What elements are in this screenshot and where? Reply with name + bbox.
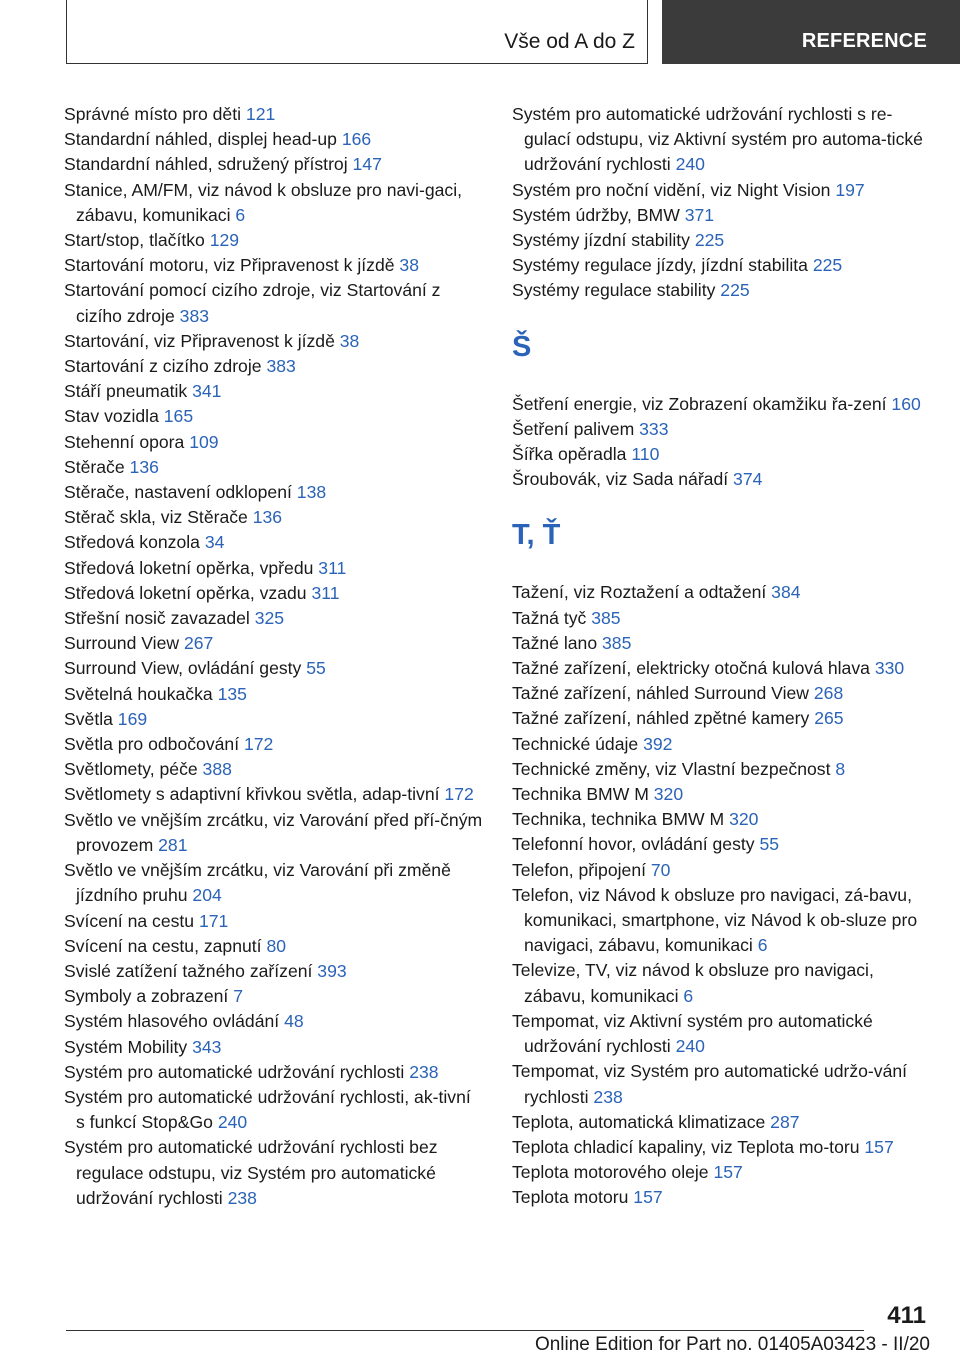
page-reference-link[interactable]: 166 <box>341 129 372 150</box>
index-entry <box>512 883 932 959</box>
page-reference-link[interactable]: 343 <box>192 1036 222 1057</box>
index-entry <box>64 178 484 228</box>
index-entry <box>64 707 484 732</box>
index-entry <box>512 832 932 857</box>
footer-edition: Online Edition for Part no. 01405A03423 - II/20 <box>534 1334 930 1355</box>
page-reference-link[interactable]: 6 <box>757 935 768 956</box>
page-reference-link[interactable]: 48 <box>284 1011 304 1032</box>
page-reference-link[interactable]: 240 <box>675 1036 705 1057</box>
page-reference-link[interactable]: 7 <box>233 986 243 1007</box>
index-entry <box>512 442 932 467</box>
page-reference-link[interactable]: 268 <box>813 683 844 704</box>
entry-text: Systém Mobility <box>64 1036 188 1057</box>
entry-text: Stěrače <box>64 456 125 477</box>
index-entry <box>512 278 932 303</box>
index-entry <box>64 480 484 505</box>
index-entry <box>64 354 484 379</box>
entry-text: Středová konzola <box>64 532 200 553</box>
page-reference-link[interactable]: 55 <box>306 658 326 679</box>
index-entry <box>64 530 484 555</box>
index-entry <box>512 1135 932 1160</box>
index-entry <box>512 580 932 605</box>
page-reference-link[interactable]: 225 <box>694 230 725 251</box>
page-reference-link[interactable]: 129 <box>209 230 240 251</box>
page-reference-link[interactable]: 371 <box>684 204 715 225</box>
index-entry <box>64 858 484 908</box>
index-entry <box>512 1185 932 1210</box>
index-entry <box>64 959 484 984</box>
entry-text: Systém hlasového ovládání <box>64 1011 280 1032</box>
entry-text: Stav vozidla <box>64 406 159 427</box>
page-reference-link[interactable]: 240 <box>675 154 705 175</box>
page-reference-link[interactable]: 55 <box>759 834 780 855</box>
index-entry <box>64 1009 484 1034</box>
entry-text: Teplota chladicí kapaliny, viz Teplota mo-toru <box>512 1136 860 1157</box>
entry-text: Teplota, automatická klimatizace <box>512 1111 766 1132</box>
page-reference-link[interactable]: 169 <box>117 708 148 729</box>
entry-text: Surround View <box>64 633 180 654</box>
index-entry <box>512 732 932 757</box>
entry-text: Telefon, viz Návod k obsluze pro navigaci, zá-bavu, komunikaci, smartphone, viz Návod k ob-sluze pro navigaci, zábavu, komunikaci <box>512 884 918 956</box>
entry-text: Startování, viz Připravenost k jízdě <box>64 330 335 351</box>
index-entry <box>512 958 932 1008</box>
index-entry <box>64 782 484 807</box>
entry-text: Svícení na cestu, zapnutí <box>64 935 262 956</box>
page-reference-link[interactable]: 330 <box>874 658 905 679</box>
page-reference-link[interactable]: 225 <box>812 255 843 276</box>
index-entry <box>64 127 484 152</box>
index-entry <box>64 430 484 455</box>
entry-list-s <box>512 102 932 304</box>
page-reference-link[interactable]: 320 <box>653 784 684 805</box>
entry-list-t <box>512 580 932 1210</box>
page-reference-link[interactable]: 204 <box>192 885 222 906</box>
entry-text: Tažná tyč <box>512 607 587 628</box>
entry-text: Standardní náhled, displej head-up <box>64 129 337 150</box>
entry-text: Stěrač skla, viz Stěrače <box>64 507 248 528</box>
entry-text: Stehenní opora <box>64 431 185 452</box>
index-entry <box>64 228 484 253</box>
index-entry <box>512 228 932 253</box>
entry-text: Šetření energie, viz Zobrazení okamžiku řa-zení <box>512 393 887 414</box>
reference-tab[interactable] <box>662 0 960 64</box>
page-reference-link[interactable]: 121 <box>245 104 276 124</box>
index-entry <box>512 631 932 656</box>
page-reference-link[interactable]: 393 <box>317 960 347 981</box>
section-title: Vše od A do Z <box>504 30 635 53</box>
page-reference-link[interactable]: 383 <box>266 356 296 377</box>
index-entry <box>512 467 932 492</box>
entry-text: Systém pro automatické udržování rychlosti s re-gulací odstupu, viz Aktivní systém pro automa-tické udržování rychlosti <box>512 104 923 175</box>
entry-text: Systém pro automatické udržování rychlosti bez regulace odstupu, viz Systém pro automatické udržování rychlosti <box>64 1137 438 1208</box>
page-reference-link[interactable]: 157 <box>713 1162 743 1183</box>
index-column-right <box>512 102 932 1211</box>
index-entry <box>64 329 484 354</box>
index-entry <box>512 1110 932 1135</box>
entry-text: Telefon, připojení <box>512 859 646 880</box>
index-entry <box>512 757 932 782</box>
page-reference-link[interactable]: 80 <box>266 935 287 956</box>
entry-text: Systémy jízdní stability <box>512 230 690 251</box>
index-entry <box>512 203 932 228</box>
page-reference-link[interactable]: 392 <box>643 733 673 754</box>
entry-text: Středová loketní opěrka, vpředu <box>64 557 314 578</box>
index-entry <box>512 1059 932 1109</box>
index-entry <box>512 681 932 706</box>
page-reference-link[interactable]: 265 <box>814 708 844 729</box>
entry-text: Telefonní hovor, ovládání gesty <box>512 834 755 855</box>
index-entry <box>64 656 484 681</box>
page-reference-link[interactable]: 333 <box>639 418 669 439</box>
entry-text: Stěrače, nastavení odklopení <box>64 482 292 503</box>
header-section-box <box>66 0 648 64</box>
page-reference-link[interactable]: 6 <box>235 204 246 225</box>
entry-text: Technické údaje <box>512 733 639 754</box>
page-reference-link[interactable]: 384 <box>771 582 801 603</box>
entry-text: Televize, TV, viz návod k obsluze pro navigaci, zábavu, komunikaci <box>512 960 874 1006</box>
page-reference-link[interactable]: 70 <box>650 859 671 880</box>
index-entry <box>64 102 484 127</box>
page-reference-link[interactable]: 6 <box>683 985 694 1006</box>
index-entry <box>512 253 932 278</box>
entry-text: Tempomat, viz Aktivní systém pro automatické udržování rychlosti <box>512 1010 873 1057</box>
index-entry <box>64 934 484 959</box>
page-reference-link[interactable]: 341 <box>192 381 222 402</box>
entry-text: Tažné zařízení, náhled Surround View <box>512 683 809 704</box>
entry-text: Světlomety, péče <box>64 759 198 780</box>
page-reference-link[interactable]: 240 <box>217 1112 248 1133</box>
index-entry <box>512 606 932 631</box>
entry-text: Svícení na cestu <box>64 910 195 931</box>
page-reference-link[interactable]: 267 <box>183 633 214 654</box>
entry-text: Světla <box>64 708 113 729</box>
page-reference-link[interactable]: 34 <box>204 532 225 553</box>
entry-text: Systém údržby, BMW <box>512 204 680 225</box>
index-entry <box>512 178 932 203</box>
index-entry <box>64 253 484 278</box>
page-reference-link[interactable]: 238 <box>227 1187 257 1208</box>
page-reference-link[interactable]: 138 <box>296 482 327 503</box>
page-reference-link[interactable]: 385 <box>591 607 621 628</box>
entry-text: Šroubovák, viz Sada nářadí <box>512 469 729 490</box>
index-entry <box>64 455 484 480</box>
entry-text: Střešní nosič zavazadel <box>64 608 250 629</box>
entry-text: Systémy regulace jízdy, jízdní stabilita <box>512 255 808 276</box>
entry-text: Svislé zatížení tažného zařízení <box>64 960 313 981</box>
entry-list-sh <box>512 392 932 493</box>
page-reference-link[interactable]: 388 <box>202 759 232 780</box>
index-entry <box>64 152 484 177</box>
entry-text: Systém pro noční vidění, viz Night Vision <box>512 179 831 200</box>
entry-text: Systém pro automatické udržování rychlosti <box>64 1061 405 1082</box>
index-entry <box>512 858 932 883</box>
index-entry <box>64 732 484 757</box>
entry-text: Stáří pneumatik <box>64 381 188 402</box>
entry-text: Šířka opěradla <box>512 444 627 465</box>
index-entry <box>512 1009 932 1059</box>
page-reference-link[interactable]: 311 <box>318 557 347 578</box>
index-entry <box>512 102 932 178</box>
index-entry <box>512 417 932 442</box>
index-entry <box>512 1160 932 1185</box>
index-entry <box>64 682 484 707</box>
index-entry <box>64 278 484 328</box>
entry-text: Symboly a zobrazení <box>64 986 229 1007</box>
page-reference-link[interactable]: 157 <box>864 1136 894 1157</box>
page-reference-link[interactable]: 385 <box>602 632 632 653</box>
index-entry <box>64 556 484 581</box>
index-entry <box>64 505 484 530</box>
entry-text: Stanice, AM/FM, viz návod k obsluze pro navi-gaci, zábavu, komunikaci <box>64 179 462 225</box>
page-reference-link[interactable]: 172 <box>243 734 274 755</box>
entry-text: Šetření palivem <box>512 418 635 439</box>
index-entry <box>512 807 932 832</box>
entry-text: Tažné zařízení, elektricky otočná kulová hlava <box>512 658 870 679</box>
page-reference-link[interactable]: 171 <box>198 910 229 931</box>
page-reference-link[interactable]: 311 <box>311 582 340 603</box>
entry-text: Světlomety s adaptivní křivkou světla, adap-tivní <box>64 784 440 805</box>
index-entry <box>64 631 484 656</box>
index-entry <box>64 808 484 858</box>
index-entry <box>512 706 932 731</box>
letter-heading-sh: Š <box>512 330 532 363</box>
page-reference-link[interactable]: 157 <box>633 1187 663 1208</box>
index-entry <box>64 909 484 934</box>
entry-text: Systémy regulace stability <box>512 280 716 301</box>
entry-text: Technické změny, viz Vlastní bezpečnost <box>512 758 831 779</box>
entry-text: Středová loketní opěrka, vzadu <box>64 582 307 603</box>
page-reference-link[interactable]: 135 <box>217 683 247 704</box>
page-reference-link[interactable]: 383 <box>179 305 210 326</box>
page-reference-link[interactable]: 172 <box>444 784 474 805</box>
entry-text: Světlo ve vnějším zrcátku, viz Varování před pří-čným provozem <box>64 809 483 855</box>
page-number: 411 <box>887 1302 926 1329</box>
page-reference-link[interactable]: 136 <box>129 456 159 477</box>
entry-text: Teplota motoru <box>512 1187 629 1208</box>
entry-text: Tažné lano <box>512 632 598 653</box>
entry-text: Startování pomocí cizího zdroje, viz Startování z cizího zdroje <box>64 280 441 326</box>
index-entry <box>64 1085 484 1135</box>
entry-text: Startování motoru, viz Připravenost k jízdě <box>64 255 395 276</box>
index-entry <box>64 1060 484 1085</box>
index-entry <box>64 1135 484 1211</box>
index-entry <box>64 984 484 1009</box>
entry-text: Teplota motorového oleje <box>512 1162 709 1183</box>
page-reference-link[interactable]: 225 <box>720 280 750 301</box>
index-entry <box>64 379 484 404</box>
index-entry <box>64 404 484 429</box>
page-reference-link[interactable]: 281 <box>158 834 188 855</box>
letter-heading-t: T, Ť <box>512 519 561 552</box>
page-reference-link[interactable]: 110 <box>631 444 660 465</box>
page-reference-link[interactable]: 147 <box>352 154 382 175</box>
entry-text: Startování z cizího zdroje <box>64 356 262 377</box>
entry-text: Technika, technika BMW M <box>512 809 725 830</box>
entry-text: Tempomat, viz Systém pro automatické udržo-vání rychlosti <box>512 1061 908 1107</box>
page-reference-link[interactable]: 165 <box>163 406 194 427</box>
page-reference-link[interactable]: 320 <box>729 809 759 830</box>
entry-text: Standardní náhled, sdružený přístroj <box>64 154 348 175</box>
index-entry <box>64 757 484 782</box>
page-reference-link[interactable]: 374 <box>733 469 763 490</box>
index-entry <box>512 392 932 417</box>
page-reference-link[interactable]: 238 <box>593 1086 623 1107</box>
reference-tab-label: REFERENCE <box>801 30 927 52</box>
index-entry <box>64 581 484 606</box>
footer-divider <box>66 1330 864 1331</box>
page-reference-link[interactable]: 38 <box>339 330 360 351</box>
page-reference-link[interactable]: 197 <box>835 179 865 200</box>
entry-text: Tažné zařízení, náhled zpětné kamery <box>512 708 810 729</box>
entry-text: Systém pro automatické udržování rychlosti, ak-tivní s funkcí Stop&Go <box>64 1086 471 1133</box>
page-reference-link[interactable]: 325 <box>254 608 285 629</box>
entry-text: Start/stop, tlačítko <box>64 230 205 251</box>
entry-text: Světelná houkačka <box>64 683 213 704</box>
page-reference-link[interactable]: 109 <box>189 431 219 452</box>
entry-text: Surround View, ovládání gesty <box>64 658 302 679</box>
page-reference-link[interactable]: 8 <box>835 758 846 779</box>
index-entry <box>512 782 932 807</box>
index-entry <box>512 656 932 681</box>
page-reference-link[interactable]: 160 <box>891 393 921 414</box>
entry-text: Správné místo pro děti <box>64 104 242 124</box>
index-column-left <box>64 102 484 1211</box>
index-entry <box>64 1035 484 1060</box>
page-reference-link[interactable]: 287 <box>770 1111 800 1132</box>
entry-text: Technika BMW M <box>512 784 649 805</box>
entry-text: Světlo ve vnějším zrcátku, viz Varování při změně jízdního pruhu <box>64 860 451 906</box>
entry-text: Světla pro odbočování <box>64 734 240 755</box>
entry-list-left <box>64 102 484 1211</box>
entry-text: Tažení, viz Roztažení a odtažení <box>512 582 767 603</box>
index-entry <box>64 606 484 631</box>
page-reference-link[interactable]: 38 <box>399 255 419 276</box>
page-reference-link[interactable]: 238 <box>409 1061 439 1082</box>
page-reference-link[interactable]: 136 <box>252 507 283 528</box>
